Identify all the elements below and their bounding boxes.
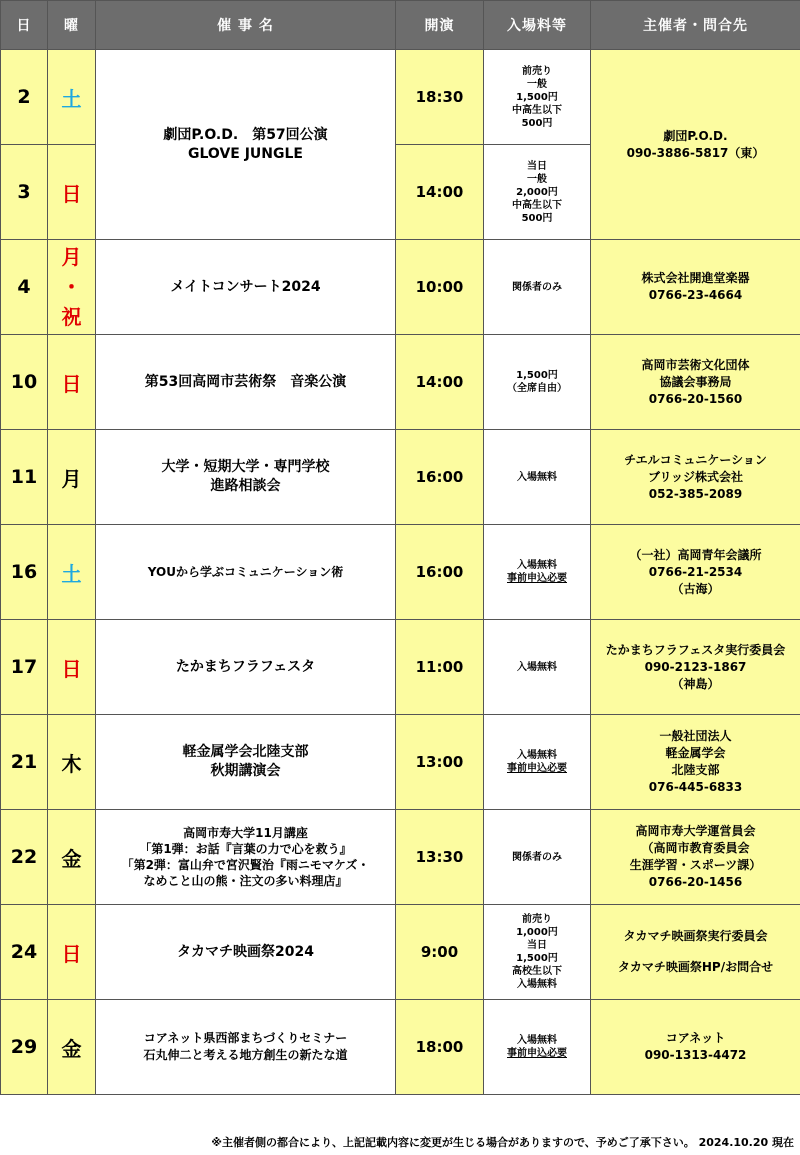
header-dow: 曜 xyxy=(48,1,96,50)
event-title: メイトコンサート2024 xyxy=(96,240,396,335)
dow-cell: 日 xyxy=(48,905,96,1000)
organizer-cell: 高岡市寿大学運営員会 （高岡市教育委員会 生涯学習・スポーツ課） 0766-20-1456 xyxy=(591,810,800,905)
footer-note: ※主催者側の都合により、上記記載内容に変更が生じる場合がありますので、予めご了承下さい。 2024.10.20 現在 xyxy=(211,1136,794,1149)
event-title: 劇団P.O.D. 第57回公演 GLOVE JUNGLE xyxy=(96,50,396,240)
dow-cell: 木 xyxy=(48,715,96,810)
event-title: 高岡市寿大学11月講座 「第1弾：お話『言葉の力で心を救う』 「第2弾：富山弁で宮沢賢治『雨ニモマケズ・ なめこと山の熊・注文の多い料理店』 xyxy=(96,810,396,905)
header-fee: 入場料等 xyxy=(484,1,591,50)
dow-cell: 月 xyxy=(48,430,96,525)
fee-cell: 関係者のみ xyxy=(484,810,591,905)
fee-cell: 入場無料 xyxy=(484,620,591,715)
table-row xyxy=(1,810,800,905)
dow-cell: 土 xyxy=(48,525,96,620)
event-title: 第53回高岡市芸術祭 音楽公演 xyxy=(96,335,396,430)
header-title: 催 事 名 xyxy=(96,1,396,50)
day-cell: 21 xyxy=(1,715,48,810)
start-time: 14:00 xyxy=(396,335,484,430)
start-time: 9:00 xyxy=(396,905,484,1000)
day-cell: 2 xyxy=(1,50,48,145)
day-cell: 4 xyxy=(1,240,48,335)
organizer-cell: たかまちフラフェスタ実行委員会 090-2123-1867 （神島） xyxy=(591,620,800,715)
start-time: 18:30 xyxy=(396,50,484,145)
header-time: 開演 xyxy=(396,1,484,50)
organizer-cell: 株式会社開進堂楽器 0766-23-4664 xyxy=(591,240,800,335)
fee-cell: 入場無料 事前申込必要 xyxy=(484,715,591,810)
dow-cell: 日 xyxy=(48,145,96,240)
table-row xyxy=(1,905,800,1000)
table-row xyxy=(1,50,800,145)
dow-cell: 日 xyxy=(48,620,96,715)
start-time: 16:00 xyxy=(396,430,484,525)
fee-cell: 入場無料 事前申込必要 xyxy=(484,1000,591,1095)
dow-cell: 月 ・ 祝 xyxy=(48,240,96,335)
event-title: タカマチ映画祭2024 xyxy=(96,905,396,1000)
dow-cell: 金 xyxy=(48,810,96,905)
day-cell: 16 xyxy=(1,525,48,620)
start-time: 14:00 xyxy=(396,145,484,240)
organizer-cell: コアネット 090-1313-4472 xyxy=(591,1000,800,1095)
day-cell: 24 xyxy=(1,905,48,1000)
dow-cell: 金 xyxy=(48,1000,96,1095)
fee-cell: 前売り 1,000円 当日 1,500円 高校生以下 入場無料 xyxy=(484,905,591,1000)
fee-cell: 前売り 一般 1,500円 中高生以下 500円 xyxy=(484,50,591,145)
dow-cell: 土 xyxy=(48,50,96,145)
start-time: 18:00 xyxy=(396,1000,484,1095)
header-org: 主催者・問合先 xyxy=(591,1,800,50)
table-row xyxy=(1,620,800,715)
event-title: たかまちフラフェスタ xyxy=(96,620,396,715)
fee-cell: 入場無料 事前申込必要 xyxy=(484,525,591,620)
organizer-cell: （一社）高岡青年会議所 0766-21-2534 （古海） xyxy=(591,525,800,620)
start-time: 13:30 xyxy=(396,810,484,905)
day-cell: 17 xyxy=(1,620,48,715)
header-day: 日 xyxy=(1,1,48,50)
day-cell: 11 xyxy=(1,430,48,525)
table-row xyxy=(1,1000,800,1095)
start-time: 16:00 xyxy=(396,525,484,620)
start-time: 10:00 xyxy=(396,240,484,335)
day-cell: 22 xyxy=(1,810,48,905)
event-title: 軽金属学会北陸支部 秋期講演会 xyxy=(96,715,396,810)
fee-cell: 当日 一般 2,000円 中高生以下 500円 xyxy=(484,145,591,240)
table-row xyxy=(1,335,800,430)
organizer-cell: タカマチ映画祭実行委員会 タカマチ映画祭HP/お問合せ xyxy=(591,905,800,1000)
organizer-cell: 高岡市芸術文化団体 協議会事務局 0766-20-1560 xyxy=(591,335,800,430)
event-title: 大学・短期大学・専門学校 進路相談会 xyxy=(96,430,396,525)
day-cell: 29 xyxy=(1,1000,48,1095)
header-row xyxy=(1,1,800,50)
fee-cell: 関係者のみ xyxy=(484,240,591,335)
organizer-cell: 一般社団法人 軽金属学会 北陸支部 076-445-6833 xyxy=(591,715,800,810)
day-cell: 3 xyxy=(1,145,48,240)
table-row xyxy=(1,525,800,620)
organizer-cell: チエルコミュニケーション ブリッジ株式会社 052-385-2089 xyxy=(591,430,800,525)
table-row xyxy=(1,240,800,335)
table-row xyxy=(1,715,800,810)
dow-cell: 日 xyxy=(48,335,96,430)
table-row xyxy=(1,430,800,525)
organizer-cell: 劇団P.O.D. 090-3886-5817（東） xyxy=(591,50,800,240)
fee-cell: 1,500円 （全席自由） xyxy=(484,335,591,430)
fee-cell: 入場無料 xyxy=(484,430,591,525)
event-title: YOUから学ぶコミュニケーション術 xyxy=(96,525,396,620)
day-cell: 10 xyxy=(1,335,48,430)
start-time: 11:00 xyxy=(396,620,484,715)
start-time: 13:00 xyxy=(396,715,484,810)
event-title: コアネット県西部まちづくりセミナー 石丸伸二と考える地方創生の新たな道 xyxy=(96,1000,396,1095)
